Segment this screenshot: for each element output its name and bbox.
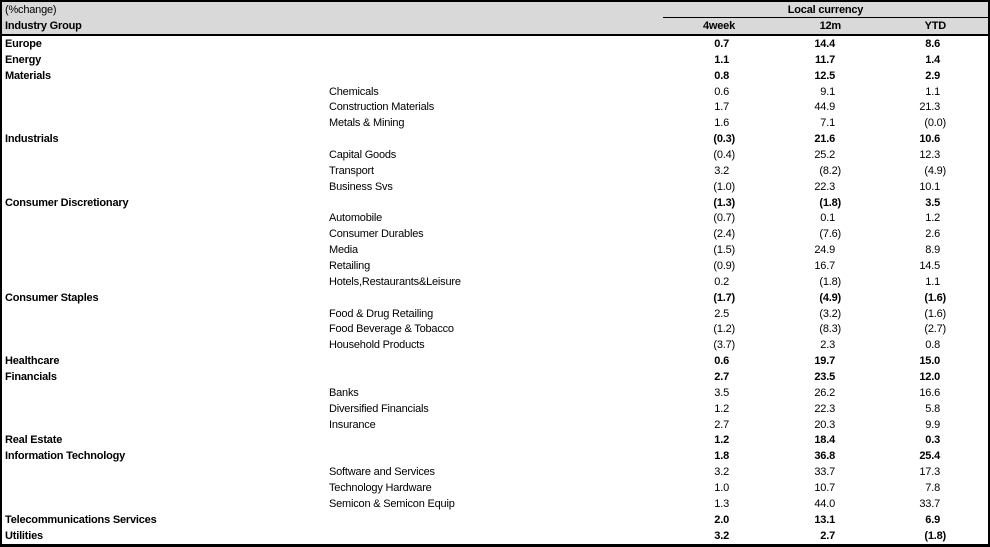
row-spacer xyxy=(950,322,988,338)
table-row xyxy=(2,179,988,195)
industry-label: Financials xyxy=(5,371,57,384)
row-spacer xyxy=(950,68,988,84)
industry-label: Chemicals xyxy=(329,85,379,98)
industry-label: Consumer Staples xyxy=(5,291,99,304)
industry-label: Retailing xyxy=(329,260,371,273)
value-cell: (1.6) xyxy=(924,291,946,304)
row-spacer xyxy=(950,52,988,68)
table-row xyxy=(2,322,988,338)
value-cell: 0.8 xyxy=(714,69,729,82)
value-cell: 1.1 xyxy=(925,275,940,288)
value-cell: 36.8 xyxy=(814,450,835,463)
table-row xyxy=(2,131,988,147)
value-cell: 2.0 xyxy=(714,513,729,526)
row-spacer xyxy=(950,115,988,131)
table-row xyxy=(2,242,988,258)
industry-label: Software and Services xyxy=(329,466,435,479)
value-cell: 1.1 xyxy=(714,53,729,66)
industry-label: Capital Goods xyxy=(329,149,397,161)
value-cell: 0.6 xyxy=(714,85,729,98)
value-cell: 2.7 xyxy=(714,371,729,384)
value-cell: 8.9 xyxy=(925,244,940,257)
value-cell: 15.0 xyxy=(919,355,940,368)
industry-label: Household Products xyxy=(329,339,425,352)
table-row xyxy=(2,84,988,100)
value-cell: 44.0 xyxy=(814,497,835,510)
value-cell: 3.5 xyxy=(925,196,940,209)
value-cell: 14.5 xyxy=(919,260,940,273)
value-cell: 3.2 xyxy=(714,466,729,479)
industry-label: Business Svs xyxy=(329,180,393,193)
value-cell: 20.3 xyxy=(814,418,835,431)
industry-label: Food Beverage & Tobacco xyxy=(329,323,454,336)
table-row xyxy=(2,68,988,84)
row-spacer xyxy=(950,353,988,369)
value-cell: (0.9) xyxy=(713,260,735,273)
value-cell: (1.6) xyxy=(924,307,946,320)
value-cell: 13.1 xyxy=(814,513,835,526)
industry-label: Industrials xyxy=(5,133,59,146)
row-spacer xyxy=(950,226,988,242)
value-cell: 26.2 xyxy=(814,386,835,399)
table-row xyxy=(2,528,988,544)
table-row xyxy=(2,306,988,322)
value-cell: 2.6 xyxy=(925,228,940,241)
value-cell: 1.3 xyxy=(714,497,729,510)
industry-label: Energy xyxy=(5,53,42,66)
table-row xyxy=(2,115,988,131)
value-cell: 25.2 xyxy=(814,149,835,161)
row-spacer xyxy=(950,35,988,52)
value-cell: 22.3 xyxy=(814,402,835,415)
row-spacer xyxy=(950,131,988,147)
value-cell: 0.7 xyxy=(714,37,729,50)
table-row xyxy=(2,211,988,227)
value-cell: (2.4) xyxy=(713,228,735,241)
row-spacer xyxy=(950,385,988,401)
value-cell: (0.0) xyxy=(924,117,946,130)
table-header xyxy=(2,2,988,35)
value-cell: 0.8 xyxy=(925,339,940,352)
value-cell: (4.9) xyxy=(819,291,841,304)
industry-label: Metals & Mining xyxy=(329,117,405,130)
industry-label: Europe xyxy=(5,37,42,50)
value-cell: 16.6 xyxy=(919,386,940,399)
value-cell: (0.7) xyxy=(713,212,735,225)
industry-label: Media xyxy=(329,244,358,257)
row-spacer xyxy=(950,211,988,227)
table-row xyxy=(2,464,988,480)
value-cell: 12.0 xyxy=(919,371,940,384)
value-cell: 10.6 xyxy=(919,133,940,146)
value-cell: 25.4 xyxy=(919,450,940,463)
value-cell: 1.2 xyxy=(714,402,729,415)
row-spacer xyxy=(950,147,988,163)
value-cell: (3.2) xyxy=(819,307,841,320)
industry-label: Automobile xyxy=(329,212,383,225)
value-cell: 3.2 xyxy=(714,529,729,542)
table-row xyxy=(2,274,988,290)
table-row xyxy=(2,258,988,274)
value-cell: 2.7 xyxy=(820,529,835,542)
row-spacer xyxy=(950,369,988,385)
industry-label: Banks xyxy=(329,386,359,399)
value-cell: 10.1 xyxy=(919,180,940,193)
row-spacer xyxy=(950,464,988,480)
value-cell: 18.4 xyxy=(814,434,835,447)
value-cell: 7.8 xyxy=(925,482,940,495)
table-body xyxy=(2,35,988,544)
value-cell: 24.9 xyxy=(814,244,835,257)
value-cell: 1.2 xyxy=(714,434,729,447)
header-row-top xyxy=(2,2,988,18)
table-row xyxy=(2,369,988,385)
value-cell: 9.1 xyxy=(820,85,835,98)
industry-label: Consumer Discretionary xyxy=(5,196,129,209)
header-spacer xyxy=(950,18,988,36)
value-cell: 2.7 xyxy=(714,418,729,431)
value-cell: 12.5 xyxy=(814,69,835,82)
column-header-12m: 12m xyxy=(739,18,845,36)
industry-label: Technology Hardware xyxy=(329,482,432,495)
value-cell: (1.0) xyxy=(713,180,735,193)
table-row xyxy=(2,290,988,306)
row-spacer xyxy=(950,496,988,512)
table-row xyxy=(2,512,988,528)
industry-label: Semicon & Semicon Equip xyxy=(329,497,455,510)
value-cell: 2.9 xyxy=(925,69,940,82)
table-row xyxy=(2,496,988,512)
value-cell: 1.7 xyxy=(714,101,729,114)
table-row xyxy=(2,52,988,68)
value-cell: (0.3) xyxy=(713,133,735,146)
table-row xyxy=(2,433,988,449)
value-cell: (1.8) xyxy=(819,196,841,209)
table-row xyxy=(2,195,988,211)
table-row xyxy=(2,226,988,242)
value-cell: (4.9) xyxy=(924,164,946,177)
value-cell: 1.8 xyxy=(714,450,729,463)
industry-label: Construction Materials xyxy=(329,101,435,114)
table-row xyxy=(2,480,988,496)
value-cell: 0.1 xyxy=(820,212,835,225)
value-cell: 11.7 xyxy=(814,53,835,66)
industry-label: Healthcare xyxy=(5,355,60,368)
row-spacer xyxy=(950,448,988,464)
row-spacer xyxy=(950,258,988,274)
industry-label: Transport xyxy=(329,164,374,177)
local-currency-header: Local currency xyxy=(663,2,988,18)
industry-label: Hotels,Restaurants&Leisure xyxy=(329,275,461,288)
table-row xyxy=(2,385,988,401)
value-cell: (3.7) xyxy=(713,339,735,352)
value-cell: 16.7 xyxy=(814,260,835,273)
table-row xyxy=(2,337,988,353)
row-spacer xyxy=(950,274,988,290)
percent-change-label: (%change) xyxy=(2,2,663,18)
value-cell: 17.3 xyxy=(919,466,940,479)
row-spacer xyxy=(950,290,988,306)
value-cell: 9.9 xyxy=(925,418,940,431)
column-header-4week: 4week xyxy=(663,18,739,36)
value-cell: 1.6 xyxy=(714,117,729,130)
industry-label: Real Estate xyxy=(5,434,63,447)
row-spacer xyxy=(950,179,988,195)
table-row xyxy=(2,448,988,464)
row-spacer xyxy=(950,306,988,322)
industry-label: Food & Drug Retailing xyxy=(329,307,434,320)
row-spacer xyxy=(950,100,988,116)
value-cell: 5.8 xyxy=(925,402,940,415)
row-spacer xyxy=(950,433,988,449)
value-cell: 7.1 xyxy=(820,117,835,130)
row-spacer xyxy=(950,163,988,179)
value-cell: 21.6 xyxy=(814,133,835,146)
value-cell: 1.4 xyxy=(925,53,940,66)
industry-label: Consumer Durables xyxy=(329,228,424,241)
value-cell: (1.2) xyxy=(713,323,735,336)
row-spacer xyxy=(950,84,988,100)
value-cell: 33.7 xyxy=(814,466,835,479)
row-spacer xyxy=(950,528,988,544)
value-cell: (2.7) xyxy=(924,323,946,336)
table-row xyxy=(2,417,988,433)
industry-label: Materials xyxy=(5,69,51,82)
row-spacer xyxy=(950,401,988,417)
row-spacer xyxy=(950,417,988,433)
industry-label: Diversified Financials xyxy=(329,402,429,415)
value-cell: (1.7) xyxy=(713,291,735,304)
row-spacer xyxy=(950,337,988,353)
value-cell: 12.3 xyxy=(919,149,940,161)
row-spacer xyxy=(950,480,988,496)
value-cell: 44.9 xyxy=(814,101,835,114)
value-cell: 0.2 xyxy=(714,275,729,288)
value-cell: 3.2 xyxy=(714,164,729,177)
value-cell: (1.8) xyxy=(924,529,946,542)
industry-group-header: Industry Group xyxy=(2,18,663,36)
value-cell: 1.1 xyxy=(925,85,940,98)
table-row xyxy=(2,100,988,116)
value-cell: 1.2 xyxy=(925,212,940,225)
value-cell: (1.8) xyxy=(819,275,841,288)
performance-table xyxy=(2,2,988,544)
value-cell: (8.2) xyxy=(819,164,841,177)
value-cell: 6.9 xyxy=(925,513,940,526)
row-spacer xyxy=(950,195,988,211)
industry-label: Insurance xyxy=(329,418,376,431)
value-cell: 1.0 xyxy=(714,482,729,495)
value-cell: 10.7 xyxy=(814,482,835,495)
header-row-columns xyxy=(2,18,988,36)
value-cell: 23.5 xyxy=(814,371,835,384)
value-cell: 0.3 xyxy=(925,434,940,447)
value-cell: (0.4) xyxy=(713,149,735,161)
row-spacer xyxy=(950,512,988,528)
value-cell: 22.3 xyxy=(814,180,835,193)
column-header-ytd: YTD xyxy=(845,18,950,36)
industry-label: Utilities xyxy=(5,529,43,542)
value-cell: 3.5 xyxy=(714,386,729,399)
industry-label: Telecommunications Services xyxy=(5,513,157,526)
value-cell: (1.5) xyxy=(713,244,735,257)
table-row xyxy=(2,353,988,369)
value-cell: 19.7 xyxy=(814,355,835,368)
value-cell: (7.6) xyxy=(819,228,841,241)
value-cell: 14.4 xyxy=(814,37,835,50)
value-cell: 2.5 xyxy=(714,307,729,320)
industry-label: Information Technology xyxy=(5,450,126,463)
table-row xyxy=(2,35,988,52)
table-row xyxy=(2,163,988,179)
value-cell: 8.6 xyxy=(925,37,940,50)
value-cell: (8.3) xyxy=(819,323,841,336)
row-spacer xyxy=(950,242,988,258)
value-cell: (1.3) xyxy=(713,196,735,209)
value-cell: 33.7 xyxy=(919,497,940,510)
table-row xyxy=(2,147,988,163)
table-row xyxy=(2,401,988,417)
value-cell: 0.6 xyxy=(714,355,729,368)
value-cell: 2.3 xyxy=(820,339,835,352)
value-cell: 21.3 xyxy=(919,101,940,114)
